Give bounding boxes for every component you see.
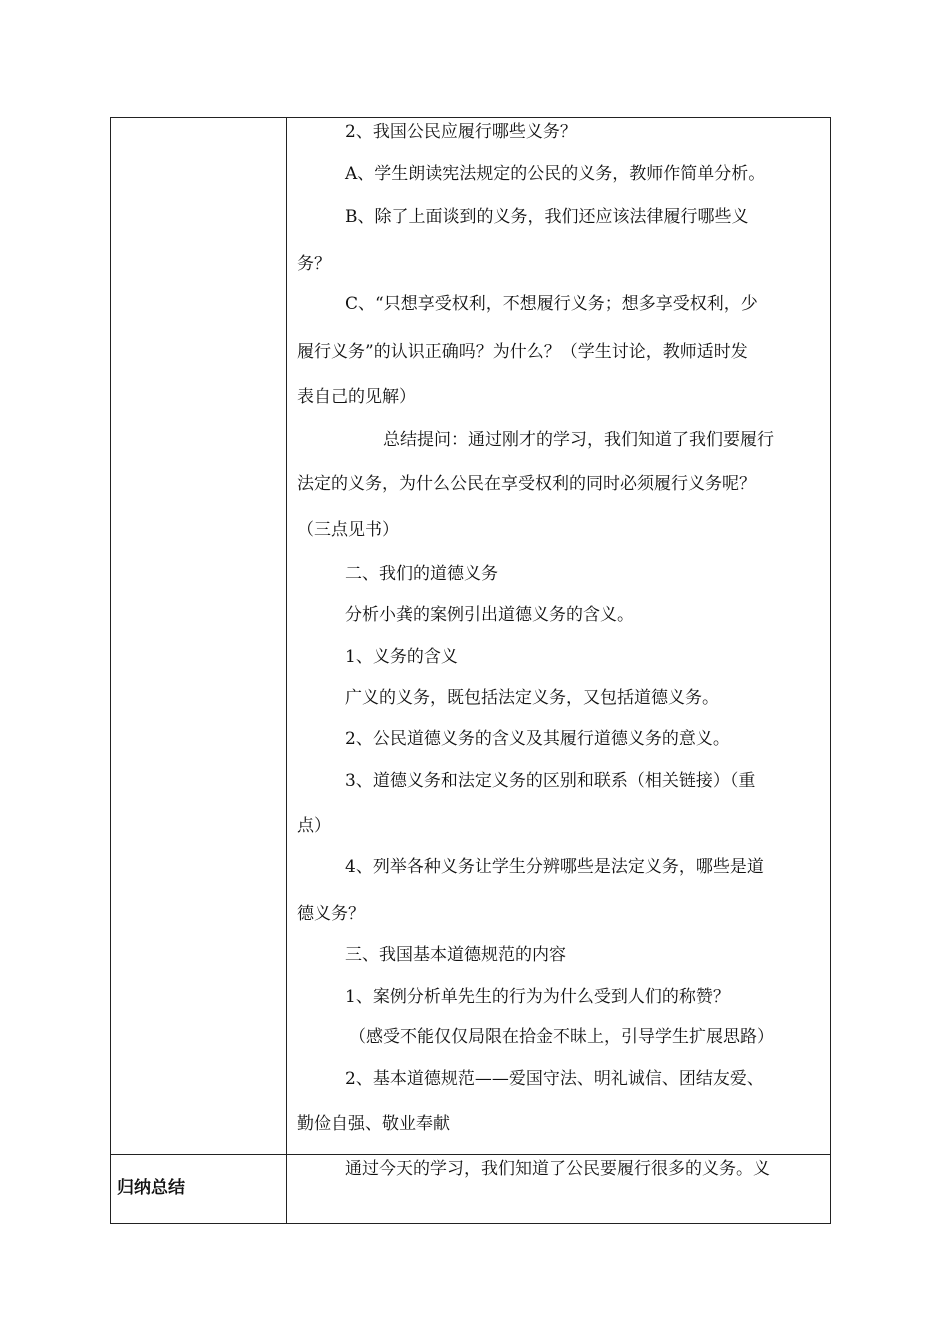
lesson-table	[110, 117, 831, 1224]
section-heading: 二、我们的道德义务	[345, 564, 498, 584]
content-line: （感受不能仅仅局限在拾金不昧上，引导学生扩展思路）	[349, 1027, 774, 1047]
content-line: 务？	[297, 254, 331, 274]
content-line: 点）	[297, 816, 331, 836]
content-line: 履行义务”的认识正确吗？为什么？（学生讨论，教师适时发	[297, 342, 748, 362]
content-line: 1、案例分析单先生的行为为什么受到人们的称赞？	[345, 987, 730, 1007]
content-line: 法定的义务，为什么公民在享受权利的同时必须履行义务呢？	[297, 474, 756, 494]
content-line: C、“只想享受权利，不想履行义务；想多享受权利，少	[345, 294, 758, 314]
row-divider	[111, 1154, 830, 1155]
summary-line: 通过今天的学习，我们知道了公民要履行很多的义务。义	[345, 1159, 770, 1179]
content-line: 分析小龚的案例引出道德义务的含义。	[345, 605, 634, 625]
content-line: （三点见书）	[297, 520, 399, 540]
content-line: 2、公民道德义务的含义及其履行道德义务的意义。	[345, 729, 730, 749]
content-line: 2、基本道德规范——爱国守法、明礼诚信、团结友爱、	[345, 1069, 764, 1089]
content-line: B、除了上面谈到的义务，我们还应该法律履行哪些义	[345, 207, 749, 227]
column-divider	[286, 118, 287, 1223]
content-line: 4、列举各种义务让学生分辨哪些是法定义务，哪些是道	[345, 857, 764, 877]
content-line: 德义务？	[297, 904, 365, 924]
section-heading: 三、我国基本道德规范的内容	[345, 945, 566, 965]
content-line: 勤俭自强、敬业奉献	[297, 1114, 450, 1134]
content-line: A、学生朗读宪法规定的公民的义务，教师作简单分析。	[345, 164, 766, 184]
content-line: 3、道德义务和法定义务的区别和联系（相关链接）（重	[345, 771, 756, 791]
content-line: 表自己的见解）	[297, 387, 416, 407]
content-line: 2、我国公民应履行哪些义务？	[345, 122, 577, 142]
content-line: 总结提问：通过刚才的学习，我们知道了我们要履行	[383, 430, 774, 450]
content-line: 广义的义务，既包括法定义务，又包括道德义务。	[345, 688, 719, 708]
content-line: 1、义务的含义	[345, 647, 458, 667]
summary-label: 归纳总结	[117, 1178, 185, 1198]
